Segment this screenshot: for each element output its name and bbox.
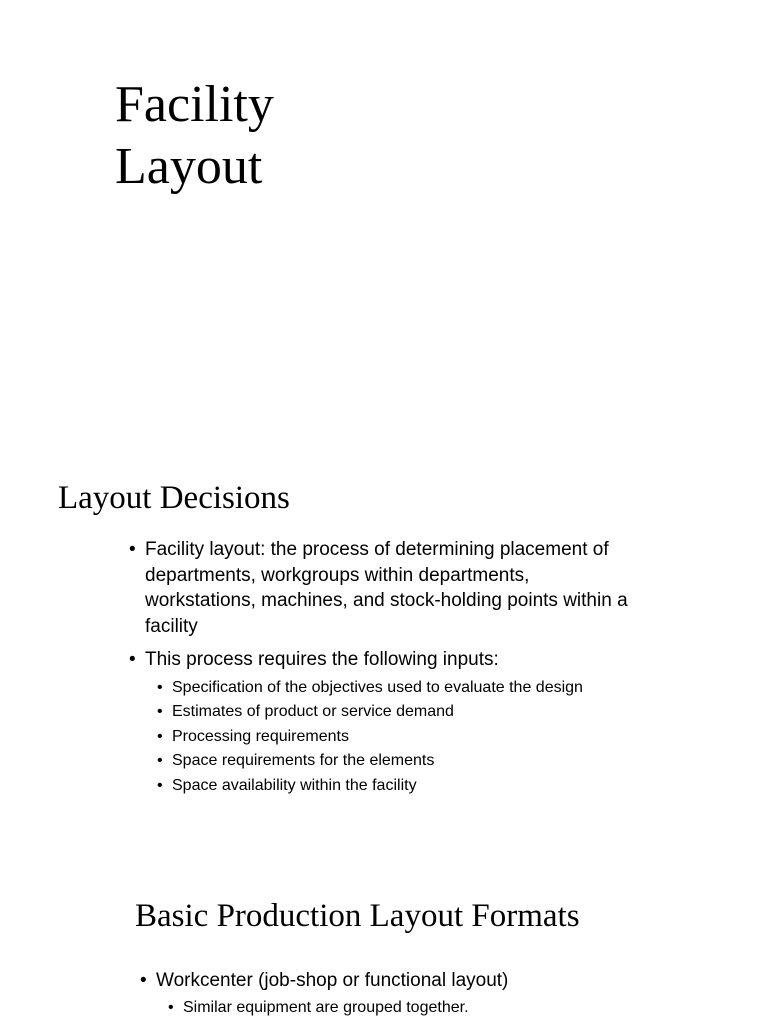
slide-title (115, 74, 274, 198)
list-item: • Processing requirements (157, 725, 629, 750)
workcenter-label: Workcenter (job-shop or functional layout) (156, 970, 509, 991)
workcenter-sublist (156, 996, 700, 1021)
list-item: • Space availability within the facility (157, 774, 629, 799)
required-inputs-label: This process requires the following inputs: (145, 649, 499, 670)
production-formats-list (140, 968, 700, 1020)
slide-title-line-2: Layout (115, 138, 263, 195)
production-formats-heading: Basic Production Layout Formats (135, 898, 580, 934)
slide-title-line-1: Facility (115, 76, 274, 133)
list-item-facility-layout-definition: • Facility layout: the process of determining placement of departments, workgroups within departments, workstations, machines, and stock-holding points within a facility (129, 537, 629, 639)
list-item: • Estimates of product or service demand (157, 700, 629, 725)
list-item: • Similar equipment are grouped together. (168, 996, 700, 1021)
list-item-workcenter (140, 968, 700, 1020)
layout-decisions-list (129, 537, 629, 806)
required-inputs-sublist (145, 676, 629, 799)
list-item-required-inputs (129, 647, 629, 798)
list-item: • Specification of the objectives used to evaluate the design (157, 676, 629, 701)
layout-decisions-heading: Layout Decisions (58, 480, 290, 516)
list-item: • Space requirements for the elements (157, 749, 629, 774)
